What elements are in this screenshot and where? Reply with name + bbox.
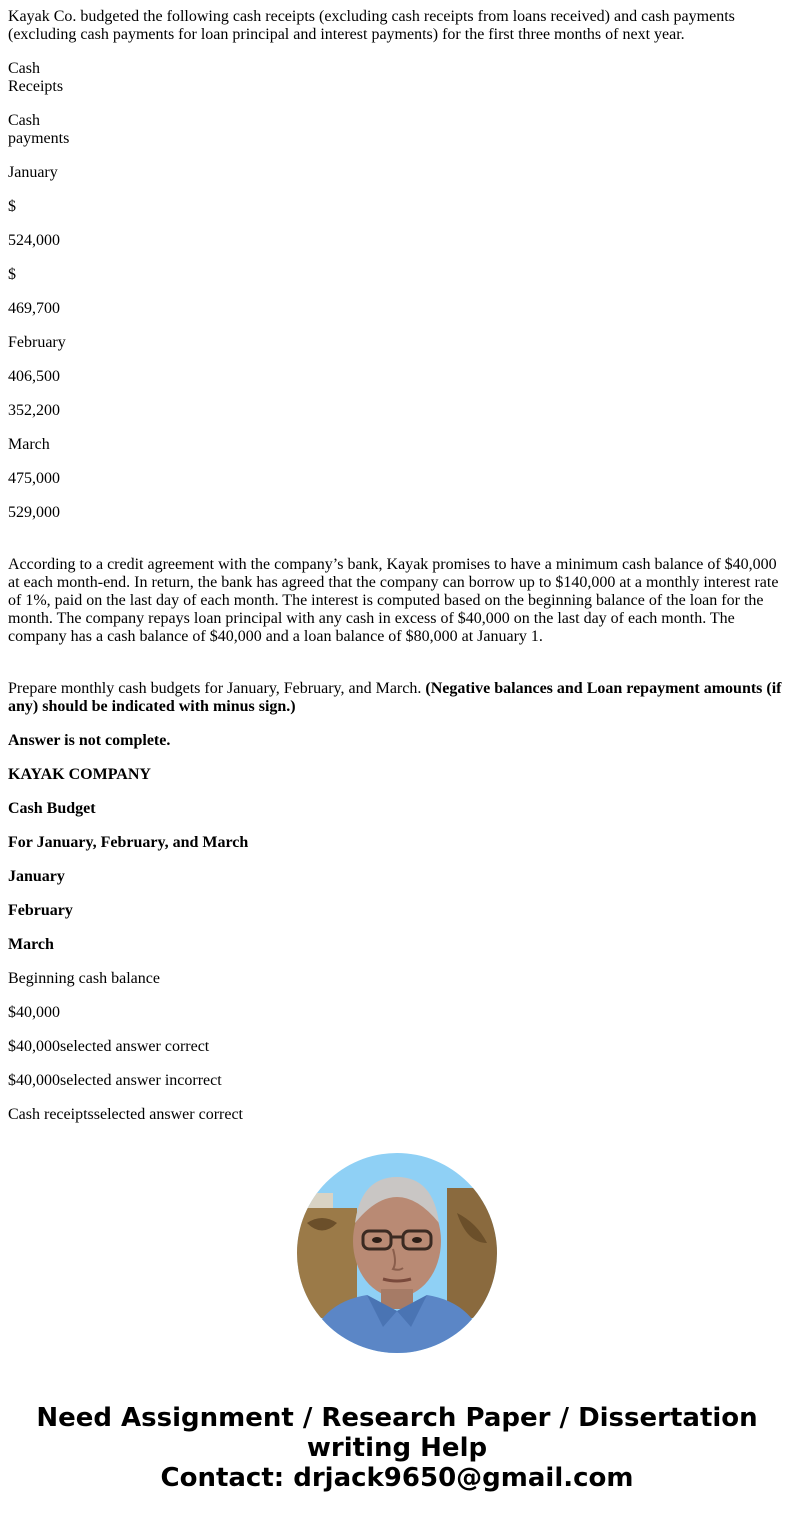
budget-period: For January, February, and March xyxy=(8,834,249,851)
beginning-balance-label: Beginning cash balance xyxy=(8,970,160,987)
budget-month-march: March xyxy=(8,936,54,953)
promo-line-1: Need Assignment / Research Paper / Dissertation xyxy=(36,1403,758,1433)
beginning-balance-february: $40,000selected answer correct xyxy=(8,1038,210,1055)
feb-payments-value: 352,200 xyxy=(8,402,60,419)
instruction-text xyxy=(8,680,786,716)
jan-receipts-symbol: $ xyxy=(8,198,16,215)
budget-month-february: February xyxy=(8,902,73,919)
question-content xyxy=(8,8,786,1140)
jan-payments-symbol: $ xyxy=(8,266,16,283)
answer-status: Answer is not complete. xyxy=(8,732,171,749)
feb-receipts-value: 406,500 xyxy=(8,368,60,385)
person-photo-icon xyxy=(297,1153,497,1353)
beginning-balance-march: $40,000selected answer incorrect xyxy=(8,1072,222,1089)
mar-payments-value: 529,000 xyxy=(8,504,60,521)
mar-receipts-value: 475,000 xyxy=(8,470,60,487)
jan-receipts-value: 524,000 xyxy=(8,232,60,249)
header-cash-payments: Cash payments xyxy=(8,112,70,147)
promo-contact: Contact: drjack9650@gmail.com xyxy=(160,1463,634,1493)
cash-receipts-label: Cash receiptsselected answer correct xyxy=(8,1106,243,1123)
jan-payments-value: 469,700 xyxy=(8,300,60,317)
budget-title: Cash Budget xyxy=(8,800,96,817)
month-january: January xyxy=(8,164,58,181)
company-name: KAYAK COMPANY xyxy=(8,766,151,783)
spacer xyxy=(8,662,786,680)
month-february: February xyxy=(8,334,66,351)
intro-text: Kayak Co. budgeted the following cash receipts (excluding cash receipts from loans received) and cash payments (excluding cash payments for loan principal and interest payments) for the first three months of next year. xyxy=(8,8,735,43)
author-avatar xyxy=(297,1153,497,1353)
agreement-text: According to a credit agreement with the company’s bank, Kayak promises to have a minimum cash balance of $40,000 at each month-end. In return, the bank has agreed that the company can borrow up to $140,000 at a monthly interest rate of 1%, paid on the last day of each month. The interest is computed based on the beginning balance of the loan for the month. The company repays loan principal with any cash in excess of $40,000 on the last day of each month. The company has a cash balance of $40,000 and a loan balance of $80,000 at January 1. xyxy=(8,556,779,645)
promo-line-2: writing Help xyxy=(306,1433,488,1463)
promo-banner xyxy=(0,1403,794,1493)
instruction-bold: (Negative balances and Loan repayment amounts (if any) should be indicated with minus sign.) xyxy=(8,680,782,715)
header-cash-receipts: Cash Receipts xyxy=(8,60,64,95)
budget-month-january: January xyxy=(8,868,65,885)
beginning-balance-january: $40,000 xyxy=(8,1004,60,1021)
month-march: March xyxy=(8,436,50,453)
spacer xyxy=(8,538,786,556)
instruction-plain: Prepare monthly cash budgets for January, February, and March. xyxy=(8,680,426,697)
